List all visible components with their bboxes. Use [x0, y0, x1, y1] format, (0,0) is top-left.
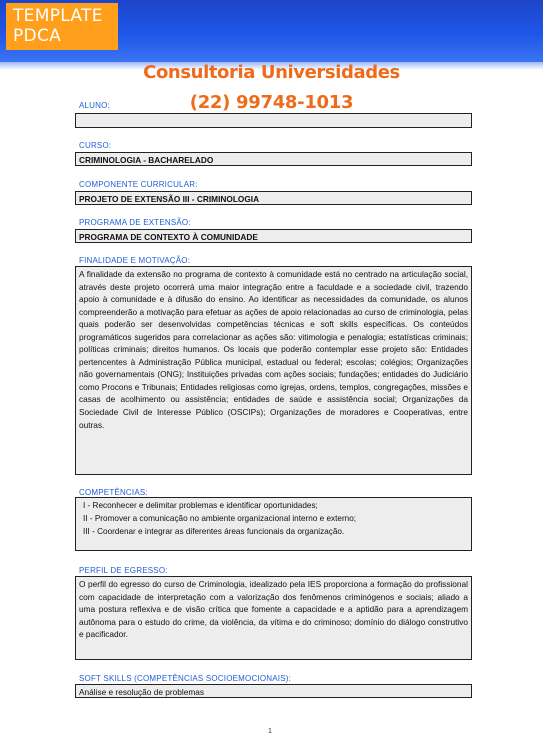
consultancy-phone: (22) 99748-1013	[189, 92, 354, 113]
page-number: 1	[268, 728, 272, 735]
perfil-field: O perfil do egresso do curso de Criminologia, idealizado pela IES proporciona a formação do profissional com capacidade de interpretação com a valorização dos fenômenos criminógenos e sociais; aliado a uma postura reflexiva e de visão crítica que fomente a capacidade e a aptidão para a aprendizagem autônoma para o estudo do crime, da violência, da vítima e do criminoso; domínio do diálogo construtivo e pacificador.	[75, 576, 472, 660]
perfil-label: PERFIL DE EGRESSO:	[79, 566, 168, 575]
aluno-field[interactable]	[75, 113, 472, 128]
competencia-item: III - Coordenar e integrar as diferentes áreas funcionais da organização.	[83, 526, 345, 536]
aluno-label: ALUNO:	[79, 101, 110, 110]
competencia-item: I - Reconhecer e delimitar problemas e identificar oportunidades;	[83, 501, 318, 510]
componente-field: PROJETO DE EXTENSÃO III - CRIMINOLOGIA	[75, 191, 472, 205]
soft-skills-field: Análise e resolução de problemas	[75, 684, 472, 698]
badge-line-2: PDCA	[13, 26, 62, 46]
badge-line-1: TEMPLATE	[13, 6, 103, 26]
programa-field: PROGRAMA DE CONTEXTO À COMUNIDADE	[75, 229, 472, 243]
consultancy-title: Consultoria Universidades	[143, 62, 400, 83]
componente-label: COMPONENTE CURRICULAR:	[79, 180, 198, 189]
curso-label: CURSO:	[79, 141, 112, 150]
competencia-item: II - Promover a comunicação no ambiente organizacional interno e externo;	[83, 513, 357, 523]
competencias-label: COMPETÊNCIAS:	[79, 488, 148, 497]
template-pdca-badge	[6, 3, 118, 50]
finalidade-label: FINALIDADE E MOTIVAÇÃO:	[79, 256, 191, 265]
competencias-field	[75, 497, 472, 551]
finalidade-field: A finalidade da extensão no programa de contexto à comunidade está no centrado na articulação social, através deste projeto ocorrerá uma maior integração entre a faculdade e a sociedade civil, trazendo apoio à comunidade e à difusão do ensino. Ao identificar as necessidades da comunidade, os alunos compreenderão a motivação para efetuar as ações de apoio relacionadas ao curso de criminologia, pelas quais poderão ser desenvolvidas competências técnicas e soft skills específicas. Os conteúdos programáticos sugeridos para correlacionar as ações são: vitimologia e penalogia; estatísticas criminais; políticas criminais; direitos humanos. Os locais que poderão contemplar esse projeto são: Entidades pertencentes à Administração Pública municipal, estadual ou federal; escolas; colégios; Organizações não governamentais (ONG); Instituições privadas com ações sociais; fundações; entidades do Judiciário como Procons e Tribunais; Entidades religiosas como igrejas, ordens, templos, congregações, missões e casas de acolhimento ou assistência; entidades de saúde e assistência social; Organizações da Sociedade Civil de Interesse Público (OSCIPs); Organizações de moradores e Cooperativas, entre outras.	[75, 266, 472, 475]
curso-field: CRIMINOLOGIA - BACHARELADO	[75, 152, 472, 166]
soft-skills-label: SOFT SKILLS (COMPETÊNCIAS SOCIOEMOCIONAIS):	[79, 674, 292, 683]
programa-label: PROGRAMA DE EXTENSÃO:	[79, 218, 191, 227]
